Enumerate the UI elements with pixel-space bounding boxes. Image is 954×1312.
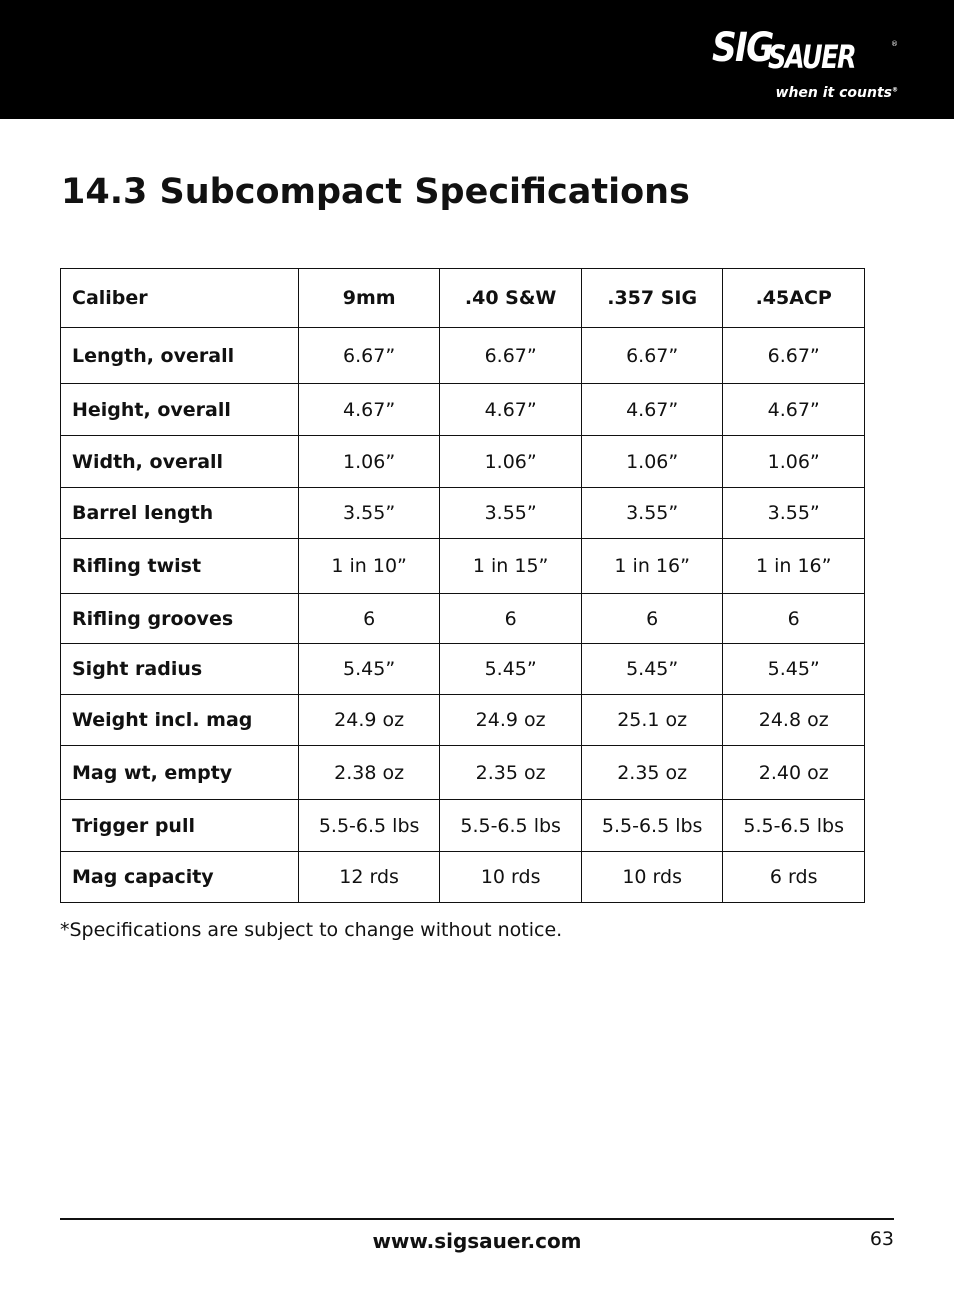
table-row [61, 800, 865, 852]
table-row [61, 852, 865, 903]
table-cell: 6 [581, 594, 723, 644]
table-cell: 4.67” [440, 384, 582, 436]
table-row [61, 436, 865, 488]
row-label: Weight incl. mag [61, 695, 299, 746]
row-label: Height, overall [61, 384, 299, 436]
table-cell: 3.55” [440, 488, 582, 539]
caliber-header: Caliber [61, 269, 299, 328]
column-header: .357 SIG [581, 269, 723, 328]
table-cell: 6 [723, 594, 865, 644]
table-cell: 1.06” [298, 436, 440, 488]
table-cell: 6.67” [440, 328, 582, 384]
tagline-registered-mark: ® [892, 86, 898, 94]
table-cell: 6 [298, 594, 440, 644]
table-cell: 3.55” [298, 488, 440, 539]
row-label: Barrel length [61, 488, 299, 539]
table-cell: 24.9 oz [440, 695, 582, 746]
table-row [61, 328, 865, 384]
table-cell: 3.55” [581, 488, 723, 539]
table-row [61, 644, 865, 695]
table-cell: 1 in 16” [723, 539, 865, 594]
table-cell: 1 in 16” [581, 539, 723, 594]
footer-url: www.sigsauer.com [372, 1229, 582, 1253]
logo-tagline [776, 85, 898, 101]
table-cell: 2.38 oz [298, 746, 440, 800]
table-header-row [61, 269, 865, 328]
sig-sauer-logo [710, 24, 900, 104]
page-number: 63 [869, 1228, 894, 1250]
table-cell: 5.5-6.5 lbs [723, 800, 865, 852]
table-row [61, 384, 865, 436]
table-cell: 6.67” [581, 328, 723, 384]
table-cell: 10 rds [581, 852, 723, 903]
table-cell: 1 in 15” [440, 539, 582, 594]
logo-sauer-text: SAUER [768, 38, 856, 76]
table-cell: 4.67” [298, 384, 440, 436]
table-cell: 5.45” [723, 644, 865, 695]
table-cell: 5.45” [581, 644, 723, 695]
table-cell: 1 in 10” [298, 539, 440, 594]
row-label: Length, overall [61, 328, 299, 384]
table-cell: 5.5-6.5 lbs [581, 800, 723, 852]
table-cell: 24.9 oz [298, 695, 440, 746]
table-cell: 6 [440, 594, 582, 644]
logo-sig-text: SIG [712, 25, 773, 71]
table-cell: 2.35 oz [440, 746, 582, 800]
table-cell: 4.67” [581, 384, 723, 436]
row-label: Trigger pull [61, 800, 299, 852]
table-cell: 2.35 oz [581, 746, 723, 800]
table-cell: 1.06” [440, 436, 582, 488]
table-cell: 24.8 oz [723, 695, 865, 746]
row-label: Rifling grooves [61, 594, 299, 644]
logo-registered-mark: ® [891, 40, 898, 48]
table-cell: 10 rds [440, 852, 582, 903]
table-cell: 1.06” [581, 436, 723, 488]
logo-wordmark [712, 25, 856, 76]
header-bar [0, 0, 954, 119]
column-header: 9mm [298, 269, 440, 328]
table-cell: 25.1 oz [581, 695, 723, 746]
table-cell: 2.40 oz [723, 746, 865, 800]
table-cell: 6.67” [298, 328, 440, 384]
row-label: Sight radius [61, 644, 299, 695]
table-cell: 5.5-6.5 lbs [440, 800, 582, 852]
table-cell: 5.45” [298, 644, 440, 695]
table-cell: 6.67” [723, 328, 865, 384]
table-row [61, 488, 865, 539]
table-cell: 1.06” [723, 436, 865, 488]
table-row [61, 594, 865, 644]
column-header: .45ACP [723, 269, 865, 328]
footer-divider [60, 1218, 894, 1220]
footnote: *Specifications are subject to change without notice. [60, 919, 563, 941]
table-row [61, 539, 865, 594]
page-title: 14.3 Subcompact Specifications [61, 172, 690, 212]
row-label: Rifling twist [61, 539, 299, 594]
table-cell: 5.5-6.5 lbs [298, 800, 440, 852]
table-cell: 6 rds [723, 852, 865, 903]
row-label: Mag capacity [61, 852, 299, 903]
row-label: Width, overall [61, 436, 299, 488]
row-label: Mag wt, empty [61, 746, 299, 800]
table-row [61, 746, 865, 800]
tagline-text: when it counts [775, 85, 892, 101]
table-cell: 5.45” [440, 644, 582, 695]
table-cell: 12 rds [298, 852, 440, 903]
table-cell: 4.67” [723, 384, 865, 436]
table-cell: 3.55” [723, 488, 865, 539]
spec-table [60, 268, 865, 903]
column-header: .40 S&W [440, 269, 582, 328]
table-row [61, 695, 865, 746]
